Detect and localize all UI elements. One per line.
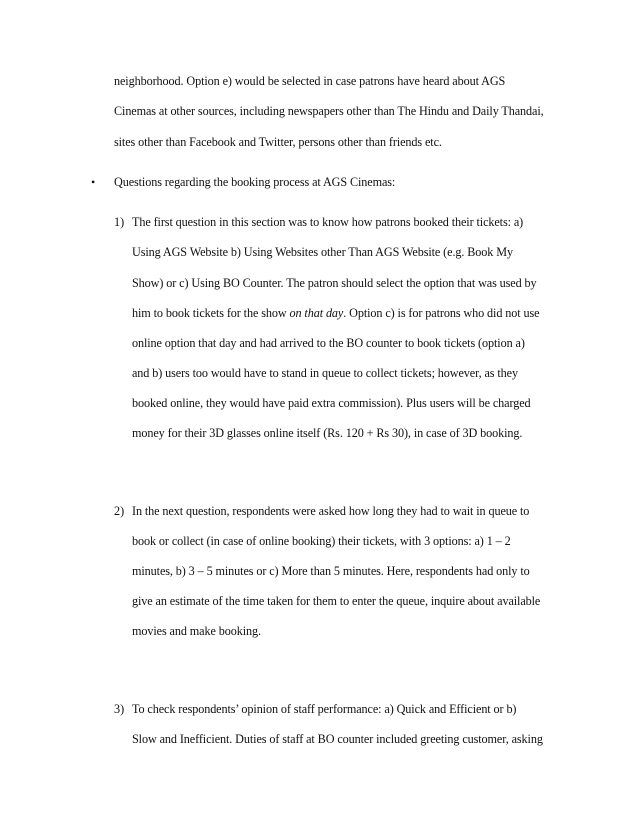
list-item-line: movies and make booking. — [132, 624, 261, 638]
list-item-line: give an estimate of the time taken for them to enter the queue, inquire about available — [132, 594, 541, 608]
list-item-line: Using AGS Website b) Using Websites other Than AGS Website (e.g. Book My — [132, 245, 513, 259]
list-item-line: money for their 3D glasses online itself (Rs. 120 + Rs 30), in case of 3D booking. — [132, 426, 523, 440]
paragraph-line: Cinemas at other sources, including newspapers other than The Hindu and Daily Thandai, — [114, 104, 544, 118]
list-item-line: booked online, they would have paid extra commission). Plus users will be charged — [132, 396, 531, 410]
emphasis-text: on that day — [289, 306, 344, 320]
list-item-line: and b) users too would have to stand in queue to collect tickets; however, as they — [132, 366, 518, 380]
list-item-line — [132, 305, 539, 321]
list-item-line: book or collect (in case of online booking) their tickets, with 3 options: a) 1 – 2 — [132, 534, 511, 548]
text-run: him to book tickets for the show — [132, 306, 290, 320]
list-item-number: 3) — [114, 702, 125, 716]
list-item-number: 1) — [114, 215, 125, 229]
list-item-line: The first question in this section was to know how patrons booked their tickets: a) — [132, 215, 524, 229]
list-item-line: Show) or c) Using BO Counter. The patron should select the option that was used by — [132, 276, 537, 290]
list-item-line: online option that day and had arrived to the BO counter to book tickets (option a) — [132, 336, 525, 350]
list-item-number: 2) — [114, 504, 125, 518]
paragraph-line: sites other than Facebook and Twitter, persons other than friends etc. — [114, 135, 442, 149]
text-run: . Option c) is for patrons who did not use — [343, 306, 540, 320]
paragraph-line: neighborhood. Option e) would be selected in case patrons have heard about AGS — [114, 74, 506, 88]
bullet-icon: • — [91, 175, 96, 189]
bullet-text: Questions regarding the booking process at AGS Cinemas: — [114, 175, 396, 189]
list-item-line: In the next question, respondents were asked how long they had to wait in queue to — [132, 504, 530, 518]
list-item-line: To check respondents’ opinion of staff performance: a) Quick and Efficient or b) — [132, 702, 517, 716]
list-item-line: minutes, b) 3 – 5 minutes or c) More than 5 minutes. Here, respondents had only to — [132, 564, 530, 578]
list-item-line: Slow and Inefficient. Duties of staff at BO counter included greeting customer, asking — [132, 732, 543, 746]
